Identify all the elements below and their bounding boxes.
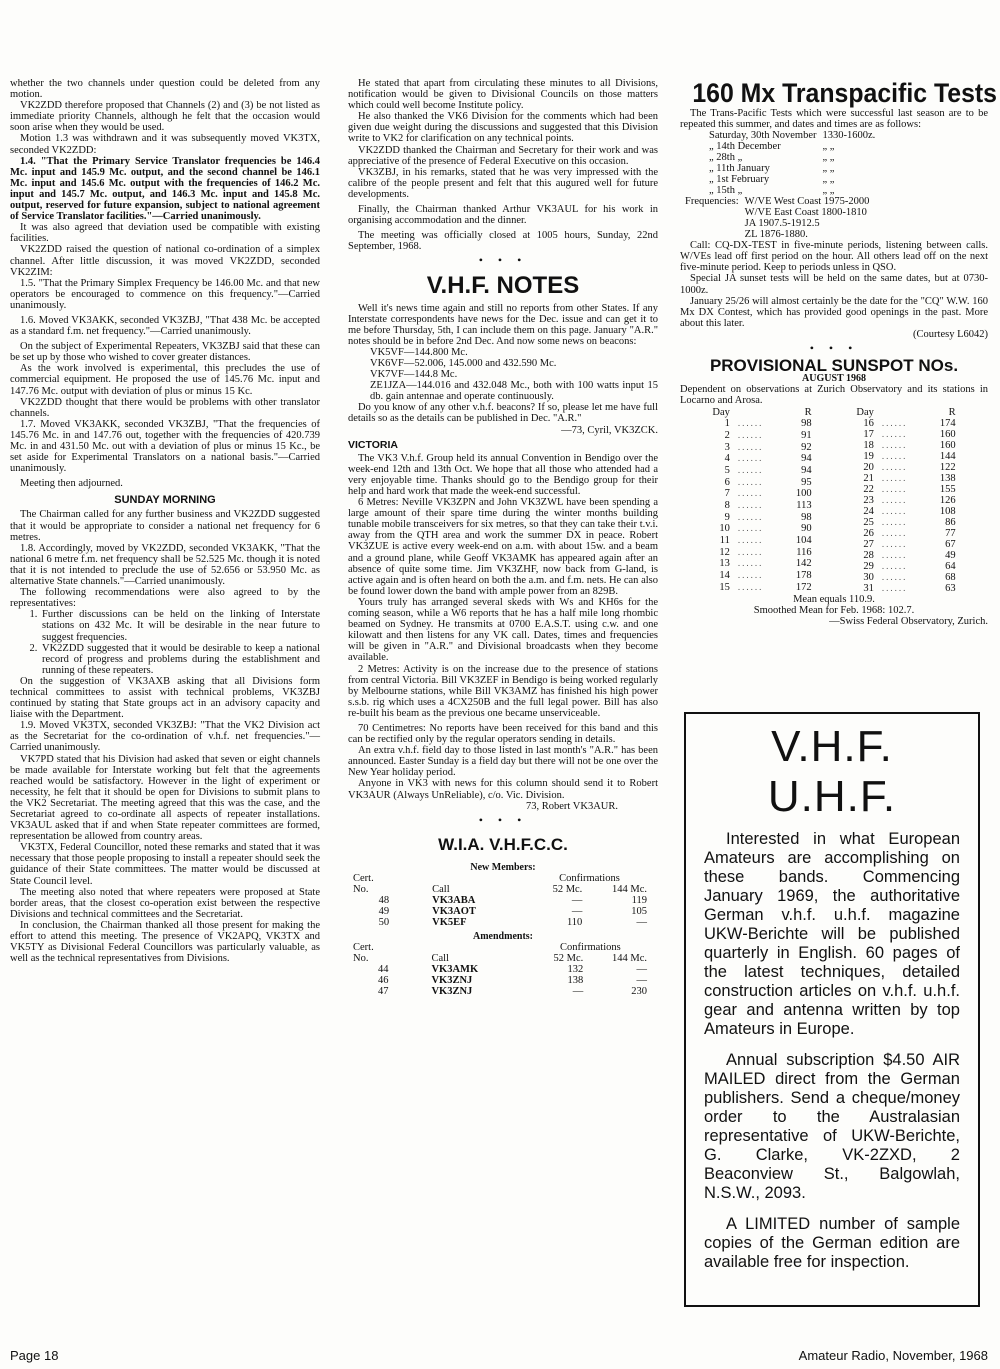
header-cell: No. <box>353 883 369 895</box>
dot-leader: ...... <box>737 523 764 534</box>
wia-vhfcc-title: W.I.A. V.H.F.C.C. <box>438 834 568 854</box>
table-row <box>852 517 959 528</box>
sunspot-value: 144 <box>939 450 956 462</box>
table-row <box>852 572 959 583</box>
dot-leader: ...... <box>881 494 908 505</box>
table-row <box>706 141 878 152</box>
sunspot-month: AUGUST 1968 <box>802 373 866 385</box>
table-row <box>852 429 959 440</box>
sunspot-value: 113 <box>796 500 812 511</box>
motion-1-4: 1.4. "That the Primary Service Translator frequencies be 146.4 Mc. input and 145.9 Mc. output, and the second channel be 146.1 Mc. input and 145.6 Mc. output with the frequencies of 146.2 Mc. input and 145.7 Mc. output, and 146.3 Mc. input and 145.8 Mc. output, reserved for future expansion, subject to national agreement of Service Translator facilities."—Carried unanimously. <box>10 155 320 223</box>
page-number: Page 18 <box>10 1348 59 1363</box>
test-date: „ 15th „ <box>709 185 743 197</box>
list-item: VK7VF—144.8 Mc. <box>370 369 458 381</box>
dot-leader: ...... <box>881 516 908 527</box>
dot-leader: ...... <box>737 441 764 452</box>
dot-leader: ...... <box>737 581 764 592</box>
table-row <box>350 986 650 997</box>
table-row <box>350 964 650 975</box>
table-row <box>706 174 878 185</box>
test-time: „ „ <box>822 174 835 186</box>
cert-number: 46 <box>377 975 389 986</box>
sunspot-value: 95 <box>801 476 812 488</box>
callsign: VK3ABA <box>432 894 476 906</box>
sunspot-value: 63 <box>945 582 956 594</box>
paragraph: The following recommendations were also agreed to by the representatives: <box>10 587 320 610</box>
sunspot-day: 27 <box>863 538 874 550</box>
sunspot-value: 104 <box>795 535 812 547</box>
header-cell: Call <box>432 883 450 895</box>
cert-number: 47 <box>377 986 389 997</box>
sunspot-day: 1 <box>724 418 730 430</box>
dot-leader: ...... <box>881 439 908 450</box>
table-row <box>708 547 815 559</box>
paragraph: The Chairman called for any further business and VK2ZDD suggested that it would be appropriate to consider a national net frequency for 6 metres. <box>10 509 320 543</box>
cert-number: 44 <box>377 964 389 975</box>
table-row <box>350 895 650 906</box>
confirmations-144: 230 <box>631 986 647 997</box>
sunspot-value: 64 <box>945 560 956 572</box>
confirmations-52: 132 <box>567 964 584 975</box>
courtesy-credit: (Courtesy L6042) <box>913 328 988 340</box>
sunspot-value: 92 <box>801 441 812 453</box>
column-1 <box>10 78 320 964</box>
paragraph: Well it's news time again and still no reports from other States. If any Interstate correspondents have news for the Dec. issue and can get it to me before Thursday, 5th, I can include them on this page. January "A.R." notes should be in before 2nd Dec. And now some news on beacons: <box>348 302 658 347</box>
paragraph: He stated that apart from circulating these minutes to all Divisions, notification would be given to Divisional Councils on those matters which could well become Institute policy. <box>348 78 658 112</box>
signature: 73, Robert VK3AUR. <box>526 800 618 812</box>
confirmations-144: 105 <box>631 905 647 917</box>
sunspot-value: 68 <box>945 571 956 583</box>
table-row <box>852 550 959 561</box>
callsign: VK3AOT <box>432 905 476 917</box>
sunspot-day: 28 <box>863 549 874 561</box>
freq: W/VE West Coast 1975-2000 <box>744 196 870 208</box>
sunspot-day: 25 <box>863 516 874 528</box>
paragraph: On the suggestion of VK3AXB asking that all Divisions form technical committees to assist with technical problems, VK3ZBJ continued by stating that State groups act in an advisory capacity and liaise with the Department. <box>10 675 320 721</box>
dot-leader: ...... <box>881 549 908 560</box>
paragraph: 70 Centimetres: No reports have been received for this band and this can be rectified only by the regular operators sending in details. <box>348 722 658 746</box>
header-cell: Call <box>431 953 449 964</box>
table-row <box>706 152 878 163</box>
list-item: ZE1JZA—144.016 and 432.048 Mc., both with 100 watts input 15 db. gain antennae and operate continuously. <box>370 380 658 403</box>
table-row <box>852 583 959 594</box>
paragraph: It was also agreed that deviation used be compatible with existing facilities. <box>10 222 320 245</box>
amendments-table <box>350 942 650 997</box>
paragraph: Finally, the Chairman thanked Arthur VK3AUL for his work in organising accommodation and the dinner. <box>348 204 658 227</box>
test-date: „ 1st February <box>709 174 770 186</box>
sunspot-day: 16 <box>863 417 874 429</box>
sunspot-day: 6 <box>724 476 730 488</box>
confirmations-52: 138 <box>567 975 584 986</box>
list-item: 2. VK2ZDD suggested that it would be desirable to keep a national record of progress and problems during the establishment and running of these repeaters. <box>40 643 320 676</box>
sunspot-value: 172 <box>795 581 812 593</box>
test-time: „ „ <box>822 163 835 175</box>
sunspot-value: 108 <box>939 505 956 517</box>
frequencies-label: Frequencies: <box>685 196 739 208</box>
magazine-issue: Amateur Radio, November, 1968 <box>798 1348 988 1363</box>
paragraph: VK3ZBJ, in his remarks, stated that he was very impressed with the calibre of the people present and felt that this augured well for future developments. <box>348 166 658 200</box>
dot-leader: ...... <box>737 511 764 522</box>
callsign: VK3ZNJ <box>431 975 473 986</box>
sunspot-mean: Mean equals 110.9. <box>793 593 875 605</box>
sunspot-day: 20 <box>863 461 874 473</box>
sunspot-value: 174 <box>939 417 956 429</box>
header-cell: Day <box>856 406 874 418</box>
table-row <box>706 163 878 174</box>
sunspot-day: 5 <box>724 464 730 476</box>
sunspot-value: 142 <box>795 558 812 570</box>
sunspot-table-left <box>708 407 815 594</box>
sunspot-title: PROVISIONAL SUNSPOT NOs. <box>709 356 959 376</box>
motion-1-7: 1.7. Moved VK3AKK, seconded VK3ZBJ, "That the frequencies of 145.76 Mc. in and 147.76 out, together with the frequencies of 420.739 Mc. in and 431.50 Mc. out with a deviation of plus or minus 15 Kc., be set aside for Experimental Translators on a national basis."—Carried unanimously. <box>10 418 320 475</box>
confirmations-144: — <box>636 916 647 928</box>
sunspot-value: 126 <box>939 494 956 506</box>
table-row <box>852 473 959 484</box>
sunspot-day: 24 <box>863 505 874 517</box>
sunspot-smoothed: Smoothed Mean for Feb. 1968: 102.7. <box>753 604 915 616</box>
list-item: VK5VF—144.800 Mc. <box>370 346 468 358</box>
test-time: „ „ <box>822 185 835 197</box>
ad-title: V.H.F. U.H.F. <box>767 722 897 821</box>
sunspot-day: 3 <box>724 441 730 453</box>
sunspot-value: 91 <box>801 429 812 441</box>
sunspot-day: 2 <box>724 429 730 441</box>
table-row <box>708 477 815 489</box>
dot-leader: ...... <box>737 418 764 429</box>
confirmations-144: — <box>636 975 647 986</box>
amendments-heading: Amendments: <box>473 930 533 942</box>
sunspot-value: 160 <box>939 428 956 440</box>
paragraph: On the subject of Experimental Repeaters, VK3ZBJ said that these can be set up by those who wished to cover greater distances. <box>10 341 320 364</box>
dot-leader: ...... <box>881 571 908 582</box>
paragraph: Special JA sunset tests will be held on the same dates, but at 0730-1000z. <box>680 273 988 296</box>
sunspot-day: 31 <box>863 582 874 594</box>
sunspot-value: 100 <box>795 488 812 500</box>
sunspot-table-right <box>852 407 959 594</box>
sunspot-day: 12 <box>719 546 730 558</box>
test-date: „ 11th January <box>709 163 770 175</box>
paragraph: Call: CQ-DX-TEST in five-minute periods, listening between calls. W/VEs lead off first period on the hour. All others lead off on the next five-minute period. Keep to periods unless in QSO. <box>680 240 988 274</box>
sunspot-day: 13 <box>719 558 730 570</box>
table-row <box>852 462 959 473</box>
sunspot-day: 11 <box>719 535 730 547</box>
sunspot-value: 86 <box>945 516 956 528</box>
sunspot-day: 30 <box>863 571 874 583</box>
sunspot-day: 23 <box>863 494 874 506</box>
sunspot-day: 22 <box>863 483 874 495</box>
sunspot-day: 18 <box>863 439 874 451</box>
paragraph: In conclusion, the Chairman thanked all those present for making the effort to attend this meeting. The presence of VK2APQ, VK3TX and VK5TY as Divisional Federal Councillors was particularly valuable, as well as the technical representatives from Divisions. <box>10 919 320 965</box>
transpacific-title: 160 Mx Transpacific Tests <box>692 78 997 108</box>
signature: —73, Cyril, VK3ZCK. <box>561 424 658 436</box>
sunspot-value: 77 <box>945 527 956 539</box>
callsign: VK3ZNJ <box>431 986 473 997</box>
sunspot-value: 49 <box>945 549 956 561</box>
dot-leader: ...... <box>881 505 908 516</box>
paragraph: The Trans-Pacific Tests which were successful last season are to be repeated this summer, and dates and times are as follows: <box>680 108 988 131</box>
recommendations-list <box>10 609 320 676</box>
callsign: VK5EF <box>432 916 467 928</box>
table-row <box>852 440 959 451</box>
header-cell: Confirmations <box>560 942 621 953</box>
paragraph: He also thanked the VK6 Division for the comments which had been given due weight during the discussions and suggested that this Division write to VK2 for clarification on any technical points. <box>348 111 658 145</box>
new-members-heading: New Members: <box>470 861 536 873</box>
header-cell: No. <box>353 953 369 964</box>
header-cell: 52 Mc. <box>552 883 583 895</box>
dot-leader: ...... <box>737 476 764 487</box>
table-row <box>852 484 959 495</box>
header-cell: Day <box>712 406 730 418</box>
table-row <box>708 500 815 512</box>
sunspot-day: 29 <box>863 560 874 572</box>
sunspot-day: 8 <box>724 500 730 511</box>
cert-number: 50 <box>378 916 390 928</box>
test-time: 1330-1600z. <box>822 130 876 142</box>
dot-leader: ...... <box>737 488 764 499</box>
confirmations-52: — <box>572 986 584 997</box>
table-row <box>852 561 959 572</box>
sunspot-day: 9 <box>724 511 730 523</box>
freq: ZL 1876-1880. <box>744 229 808 241</box>
sunspot-value: 98 <box>801 418 812 430</box>
ad-paragraph: A LIMITED number of sample copies of the German edition are available free for inspection. <box>704 1215 960 1271</box>
freq: JA 1907.5-1912.5 <box>744 218 820 230</box>
separator-dots: • • • <box>478 812 528 827</box>
table-row <box>852 539 959 550</box>
frequencies-table <box>682 196 872 240</box>
beacon-list <box>348 347 658 402</box>
header-cell: 52 Mc. <box>553 953 584 964</box>
paragraph: VK2ZDD therefore proposed that Channels (2) and (3) be not listed as immediate priority Channels, although he felt that the occasion would soon arise when they would be used. <box>10 100 320 134</box>
sunspot-day: 7 <box>724 488 730 500</box>
list-item: 1. Further discussions can be held on the linking of Interstate stations on 432 Mc. It will be desirable in the near future to suggest frequencies. <box>40 609 320 642</box>
paragraph: January 25/26 will almost certainly be the date for the "CQ" W.W. 160 Mx DX Contest, which has provided good openings in the past. More about this later. <box>680 295 988 329</box>
paragraph: VK3TX, Federal Councillor, noted these remarks and stated that it was necessary that those people proposing to install a repeater should seek the guidance of their State committees. The matter would be discussed at State Council level. <box>10 842 320 887</box>
table-row <box>350 917 650 928</box>
test-time: „ „ <box>822 141 835 153</box>
ad-paragraph: Annual subscription $4.50 AIR MAILED direct from the German publishers. Send a cheque/money order to the Australasian representative of UKW-Berichte, G. Clarke, VK-2ZXD, 2 Beaconview St., Balgowlah, N.S.W., 2093. <box>704 1051 960 1202</box>
dot-leader: ...... <box>881 483 908 494</box>
header-cell: R <box>948 406 956 418</box>
paragraph: The VK3 V.h.f. Group held its annual Convention in Bendigo over the week-end 12th and 13th Oct. We hope that all those who attended had a very enjoyable time. Thanks should go to the Bendigo group for their help and hard work that made the week-end successful. <box>348 452 658 497</box>
dot-leader: ...... <box>737 558 764 569</box>
vhf-notes-title: V.H.F. NOTES <box>426 271 580 299</box>
test-date: „ 14th December <box>709 141 781 153</box>
paragraph: Anyone in VK3 with news for this column should send it to Robert VK3AUR (Always UnReliable), c/o. Vic. Division. <box>348 778 658 801</box>
confirmations-144: — <box>636 964 647 975</box>
paragraph: The meeting also noted that where repeaters were proposed at State border areas, that the closest co-operation exist between the respective Divisions and technical committees and the Secretariat. <box>10 886 320 920</box>
header-cell: Confirmations <box>559 872 620 884</box>
sunspot-day: 14 <box>719 570 730 582</box>
table-row <box>852 495 959 506</box>
column-2 <box>348 78 658 997</box>
paragraph: Motion 1.3 was withdrawn and it was subsequently moved VK3TX, seconded VK2ZDD: <box>10 133 320 156</box>
motion-1-8: 1.8. Accordingly, moved by VK2ZDD, seconded VK3AKK, "That the national 6 metre f.m. net frequency shall be 52.525 Mc. though it is noted that it is not intended to preclude the use of 52.656 or 53.950 Mc. as alternative State channels."—Carried unanimously. <box>10 542 320 588</box>
paragraph: The meeting was officially closed at 1005 hours, Sunday, 22nd September, 1968. <box>348 230 658 253</box>
confirmations-52: 110 <box>566 916 583 928</box>
sunspot-value: 90 <box>801 523 812 535</box>
motion-1-9: 1.9. Moved VK3TX, seconded VK3ZBJ: "That the VK2 Division act as the Secretariat for the co-ordination of v.h.f. net frequencies."—Carried unanimously. <box>10 720 320 754</box>
sunspot-day: 21 <box>863 472 874 484</box>
table-row <box>706 130 878 141</box>
test-dates-table <box>706 130 878 196</box>
confirmations-52: — <box>571 894 583 906</box>
table-row <box>708 418 815 430</box>
paragraph: As the work involved is experimental, this precludes the use of commercial equipment. He proposed the use of 145.76 Mc. input and 147.76 Mc. output with deviation of plus or minus 15 Kc. <box>10 363 320 397</box>
header-cell: R <box>804 406 812 418</box>
table-row <box>350 906 650 917</box>
sunspot-day: 4 <box>724 453 730 465</box>
header-cell: Cert. <box>353 942 374 953</box>
dot-leader: ...... <box>737 546 764 557</box>
header-cell: Cert. <box>353 872 374 884</box>
sunspot-value: 178 <box>795 570 812 582</box>
dot-leader: ...... <box>881 560 908 571</box>
table-row <box>350 975 650 986</box>
victoria-heading: VICTORIA <box>348 438 398 451</box>
paragraph: Yours truly has arranged several skeds with Ws and KH6s for the coming season, while a W6 reports that he has a half mile long rhombic beamed on Sydney. He transmits at 0700 E.A.S.T. using c.w. and one kilowatt and then listens for any VK call. Dates, times and frequencies will be given in "A.R." and Divisional broadcasts when they become available. <box>348 596 658 664</box>
paragraph: VK2ZDD raised the question of national co-ordination of a simplex channel. After little discussion, it was moved VK2ZDD, seconded VK2ZIM: <box>10 244 320 278</box>
dot-leader: ...... <box>881 582 908 593</box>
dot-leader: ...... <box>737 535 764 546</box>
table-row <box>708 523 815 535</box>
sunspot-day: 26 <box>863 527 874 539</box>
new-members-table <box>350 873 650 928</box>
table-row <box>708 558 815 570</box>
separator-dots: • • • <box>478 253 528 268</box>
table-row <box>708 442 815 454</box>
sunspot-tables <box>680 407 988 594</box>
paragraph: Dependent on observations at Zurich Observatory and its stations in Locarno and Arosa. <box>680 384 988 407</box>
table-row <box>706 185 878 196</box>
table-row <box>708 570 815 582</box>
confirmations-52: — <box>571 905 583 917</box>
paragraph: 2 Metres: Activity is on the increase due to the presence of stations from central Victoria. Bill VK3ZEF in Bendigo is being worked regularly by Melbourne stations, while Bill VK3AMZ has finished his high power s.s.b. rig which uses a 4CX250B and the full legal power. Bill has also re-built his beam as the previous one became unserviceable. <box>348 663 658 719</box>
table-row <box>852 528 959 539</box>
paragraph: VK2ZDD thanked the Chairman and Secretary for their work and was appreciative of the presence of Federal Executive on this occasion. <box>348 144 658 167</box>
sunspot-value: 138 <box>939 472 956 484</box>
dot-leader: ...... <box>881 472 908 483</box>
paragraph: whether the two channels under question could be deleted from any motion. <box>10 78 320 101</box>
table-row <box>708 453 815 465</box>
dot-leader: ...... <box>881 461 908 472</box>
sunspot-value: 116 <box>796 546 812 558</box>
dot-leader: ...... <box>737 453 764 464</box>
freq: W/VE East Coast 1800-1810 <box>744 207 867 219</box>
paragraph: 6 Metres: Neville VK3ZPN and John VK3ZWL have been spending a large amount of their spare time during the winter months building tunable mobile transceivers for six metres, so that they can take their t.v.i. away from the QTH area and work the summer DX in peace. Robert VK3ZUE is active every week-end on a.m. with about 15w. and a beam and a ground plane, while Geoff VK3AMK has appeared again after an absence of quite some time. Jim VK3ZHF, now back from G-land, is active again and is often heard on both the a.m. and f.m. nets. He can also be found lower down the band with ample power from an 829B. <box>348 497 658 597</box>
ad-paragraph: Interested in what European Amateurs are accomplishing on these bands. Commencing January 1969, the authoritative German v.h.f. u.h.f. magazine UKW-Berichte will be published quarterly in English. 60 pages of the latest techniques, detailed construction articles on v.h.f. u.h.f. gear and antenna written by top Amateurs in Europe. <box>704 830 960 1038</box>
table-row <box>708 535 815 547</box>
table-row <box>708 465 815 477</box>
paragraph: An extra v.h.f. field day to those listed in last month's "A.R." has been announced. Easter Sunday is a field day but there will not be one over the New Year holiday period. <box>348 745 658 779</box>
table-row <box>708 488 815 500</box>
header-cell: 144 Mc. <box>612 883 647 895</box>
separator-dots: • • • <box>809 341 859 356</box>
sunspot-day: 10 <box>719 523 730 535</box>
dot-leader: ...... <box>737 429 764 440</box>
table-row <box>708 430 815 442</box>
callsign: VK3AMK <box>431 964 479 975</box>
paragraph: VK2ZDD thought that there would be problems with other translator channels. <box>10 396 320 419</box>
cert-number: 48 <box>378 894 390 906</box>
table-row <box>852 418 959 429</box>
test-date: „ 28th „ <box>709 152 743 164</box>
sunspot-value: 98 <box>801 511 812 523</box>
dot-leader: ...... <box>881 450 908 461</box>
test-time: „ „ <box>822 152 835 164</box>
dot-leader: ...... <box>881 428 908 439</box>
table-row <box>708 582 815 594</box>
sunspot-day: 19 <box>863 450 874 462</box>
column-3 <box>680 78 997 627</box>
sunspot-value: 160 <box>939 439 956 451</box>
dot-leader: ...... <box>881 417 908 428</box>
dot-leader: ...... <box>881 538 908 549</box>
dot-leader: ...... <box>881 527 908 538</box>
vhf-uhf-advertisement <box>684 712 980 1307</box>
motion-1-6: 1.6. Moved VK3AKK, seconded VK3ZBJ, "That 438 Mc. be accepted as a standard f.m. net frequency."—Carried unanimously. <box>10 314 320 338</box>
sunspot-value: 94 <box>801 464 812 476</box>
sunspot-source: —Swiss Federal Observatory, Zurich. <box>829 615 988 627</box>
dot-leader: ...... <box>737 570 764 581</box>
sunspot-day: 15 <box>719 581 730 593</box>
motion-1-5: 1.5. "That the Primary Simplex Frequency be 146.00 Mc. and that new operators be encouraged to commence on this frequency."—Carried unanimously. <box>10 277 320 311</box>
sunspot-value: 67 <box>945 538 956 550</box>
sunspot-value: 122 <box>939 461 956 473</box>
test-date: Saturday, 30th November <box>709 130 817 142</box>
table-row <box>708 512 815 524</box>
paragraph: Do you know of any other v.h.f. beacons? If so, please let me have full details so as the details can be published in Dec. "A.R." <box>348 402 658 425</box>
paragraph: VK7PD stated that his Division had asked that seven or eight channels be made available for Interstate working but felt that the agreements reached would be satisfactory. However in the light of experiment or necessity, he felt that it should be open for Divisions to submit plans to the VK2 Secretariat. The meeting agreed that this was the case, and the Secretariat agreed to co-ordinate all aspects of repeater installations. VK3AUL asked that if and when State repeater committees are formed, representation be allowed from country areas. <box>10 753 320 843</box>
confirmations-144: 119 <box>631 894 647 906</box>
paragraph: Meeting then adjourned. <box>20 478 123 490</box>
dot-leader: ...... <box>737 464 764 475</box>
sunspot-day: 17 <box>863 428 874 440</box>
header-cell: 144 Mc. <box>612 953 647 964</box>
dot-leader: ...... <box>737 500 764 510</box>
table-row <box>852 451 959 462</box>
sunday-morning-heading: SUNDAY MORNING <box>114 494 216 507</box>
list-item: VK6VF—52.006, 145.000 and 432.590 Mc. <box>370 357 557 369</box>
sunspot-value: 155 <box>939 483 956 495</box>
table-row <box>852 506 959 517</box>
sunspot-value: 94 <box>801 453 812 465</box>
cert-number: 49 <box>378 905 390 917</box>
